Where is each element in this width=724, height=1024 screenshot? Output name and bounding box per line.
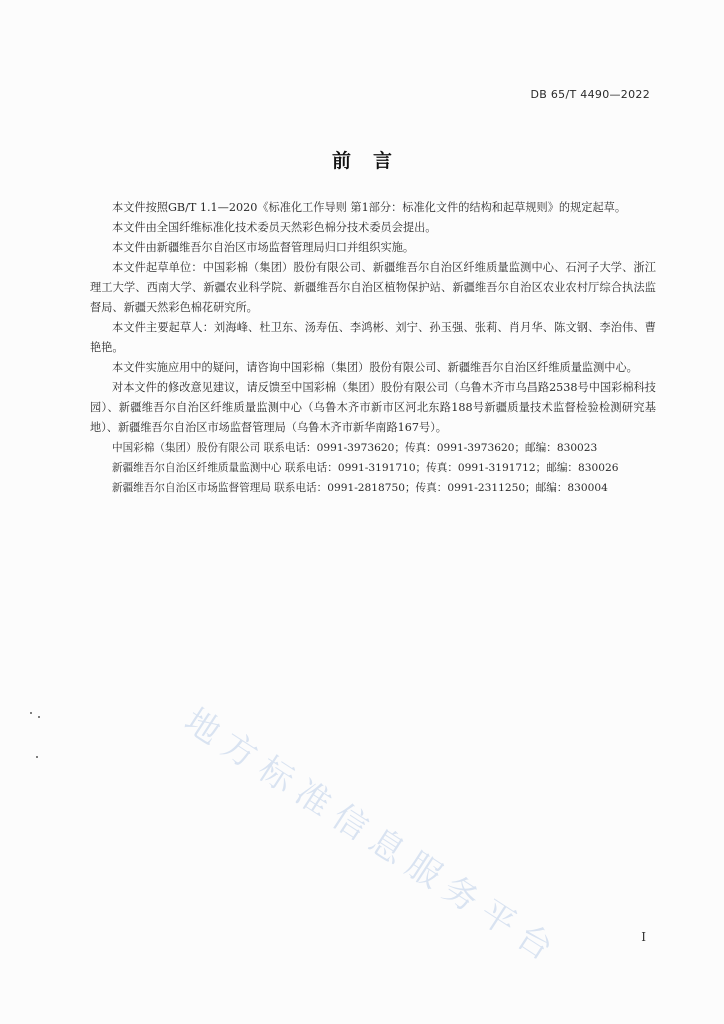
paragraph-centralized-by: 本文件由新疆维吾尔自治区市场监督管理局归口并组织实施。 [112, 241, 415, 254]
document-code: DB 65/T 4490—2022 [530, 88, 650, 101]
contact-line-china-colored-cotton: 中国彩棉（集团）股份有限公司 联系电话：0991-3973620；传真：0991-3973620；邮编：830023 [112, 442, 598, 454]
paragraph-drafters: 本文件主要起草人：刘海峰、杜卫东、汤寿伍、李鸿彬、刘宁、孙玉强、张莉、肖月华、陈文钢、李治伟、曹艳艳。 [90, 321, 656, 354]
scan-speck [36, 756, 38, 758]
contact-line-market-supervision: 新疆维吾尔自治区市场监督管理局 联系电话：0991-2818750；传真：0991-2311250；邮编：830004 [112, 482, 608, 494]
contact-line-fiber-quality-center: 新疆维吾尔自治区纤维质量监测中心 联系电话：0991-3191710；传真：0991-3191712；邮编：830026 [112, 462, 619, 474]
paragraph-drafting-rules: 本文件按照GB/T 1.1—2020《标准化工作导则 第1部分：标准化文件的结构和起草规则》的规定起草。 [112, 201, 627, 214]
scan-speck [38, 716, 40, 718]
paragraph-feedback: 对本文件的修改意见建议，请反馈至中国彩棉（集团）股份有限公司（乌鲁木齐市乌昌路2538号中国彩棉科技园）、新疆维吾尔自治区纤维质量监测中心（乌鲁木齐市新市区河北东路188号新疆质量技术监督检验检测研究基地）、新疆维吾尔自治区市场监督管理局（乌鲁木齐市新华南路167号）。 [90, 381, 656, 434]
page-number: I [641, 930, 646, 944]
foreword-body [90, 198, 656, 498]
page-title: 前言 [331, 150, 414, 172]
paragraph-proposed-by: 本文件由全国纤维标准化技术委员天然彩色棉分技术委员会提出。 [112, 221, 437, 234]
paragraph-drafting-units: 本文件起草单位：中国彩棉（集团）股份有限公司、新疆维吾尔自治区纤维质量监测中心、石河子大学、浙江理工大学、西南大学、新疆农业科学院、新疆维吾尔自治区植物保护站、新疆维吾尔自治区农业农村厅综合执法监督局、新疆天然彩色棉花研究所。 [90, 261, 656, 314]
watermark-text: 地方标准信息服务平台 [177, 700, 569, 974]
paragraph-inquiries: 本文件实施应用中的疑问，请咨询中国彩棉（集团）股份有限公司、新疆维吾尔自治区纤维质量监测中心。 [112, 361, 638, 374]
scan-speck [30, 712, 32, 714]
